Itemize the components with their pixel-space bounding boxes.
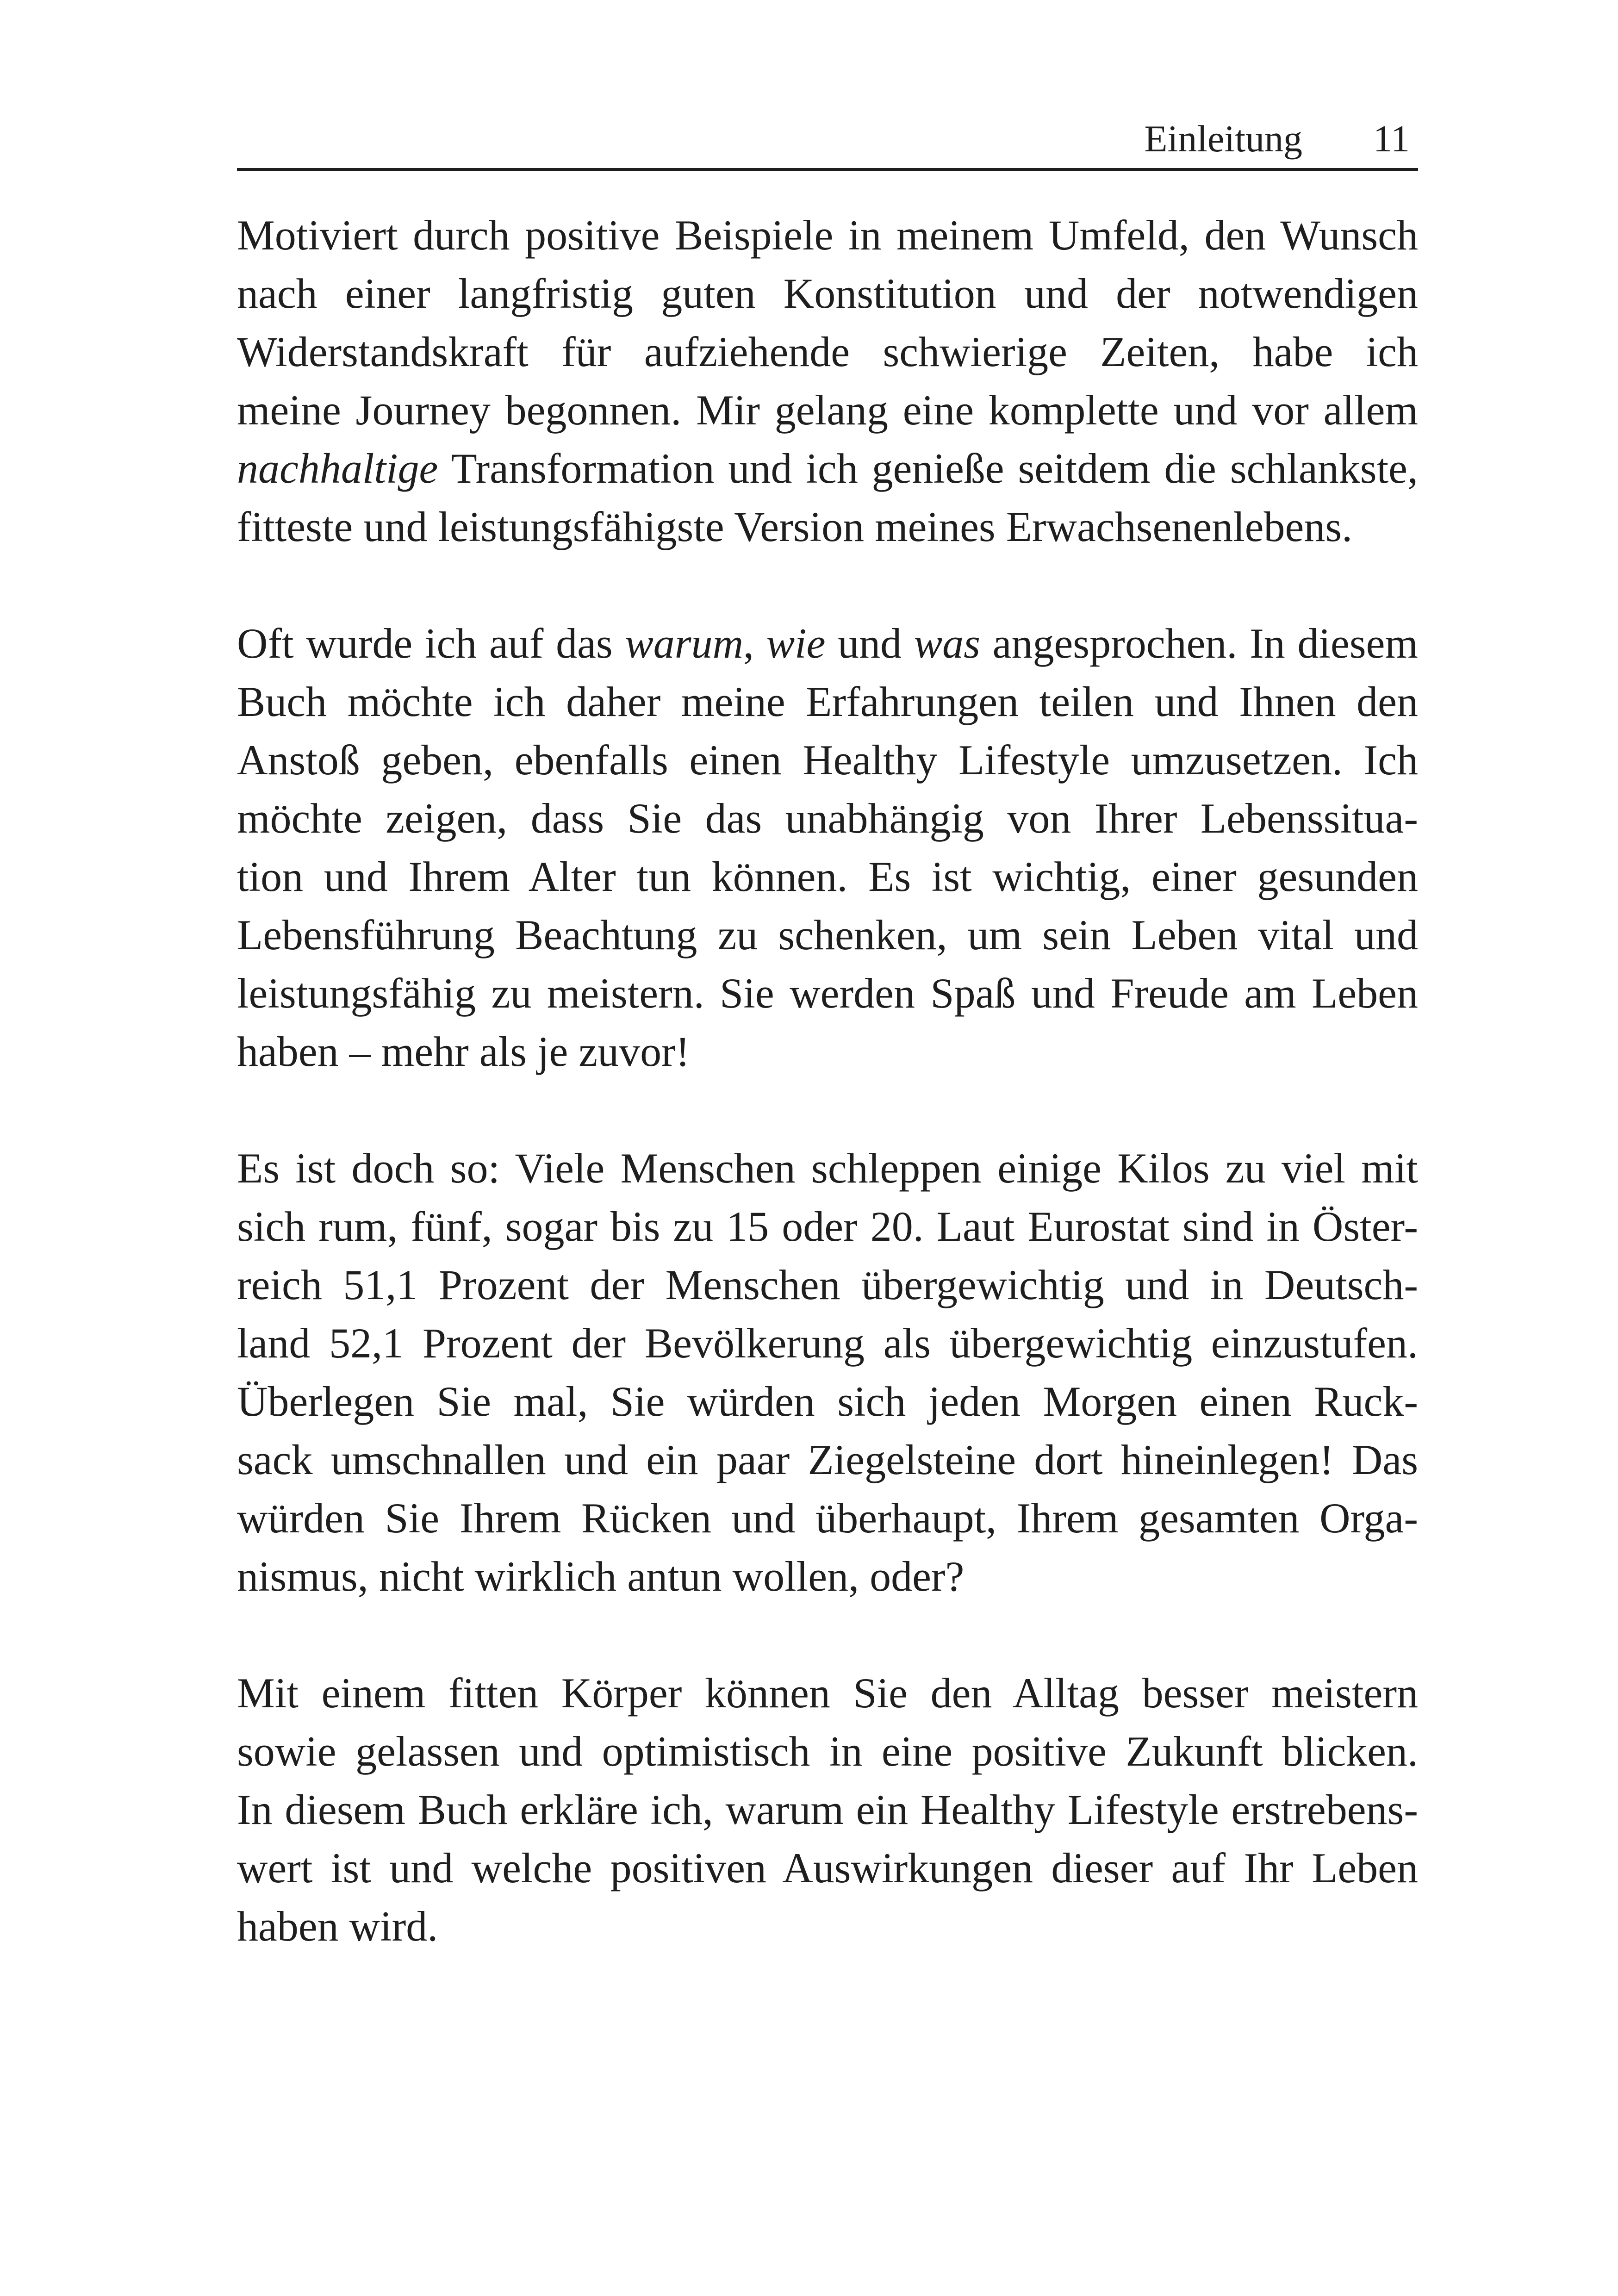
paragraph xyxy=(237,1664,1418,1955)
running-head: Einleitung xyxy=(1144,118,1302,160)
text-run: sich rum, fünf, sogar bis zu 15 oder 20. Laut Eurostat sind in Öster- xyxy=(237,1203,1418,1250)
text-run: angesprochen. In diesem xyxy=(980,620,1418,667)
text-line xyxy=(237,731,1418,789)
text-line xyxy=(237,1489,1418,1547)
text-run: Es ist doch so: Viele Menschen schleppen einige Kilos zu viel mit xyxy=(237,1145,1418,1192)
emphasis: was xyxy=(914,620,980,667)
text-line xyxy=(237,964,1418,1022)
text-run: land 52,1 Prozent der Bevölkerung als übergewichtig einzustufen. xyxy=(237,1319,1418,1367)
paragraph xyxy=(237,1139,1418,1605)
text-line xyxy=(237,1139,1418,1197)
text-run: Buch möchte ich daher meine Erfahrungen teilen und Ihnen den xyxy=(237,678,1418,725)
text-line xyxy=(237,323,1418,381)
text-line xyxy=(237,206,1418,264)
text-line xyxy=(237,847,1418,906)
emphasis: warum xyxy=(625,620,744,667)
text-line xyxy=(237,1839,1418,1897)
text-run: Mit einem fitten Körper können Sie den Alltag besser meistern xyxy=(237,1669,1418,1717)
text-line xyxy=(237,906,1418,964)
body-text xyxy=(237,206,1418,1955)
text-run: nismus, nicht wirklich antun wollen, oder? xyxy=(237,1553,965,1600)
paragraph-gap xyxy=(237,1081,1418,1139)
text-run: Anstoß geben, ebenfalls einen Healthy Lifestyle umzusetzen. Ich xyxy=(237,736,1418,784)
page-number: 11 xyxy=(1373,118,1410,160)
text-run: reich 51,1 Prozent der Menschen übergewichtig und in Deutsch- xyxy=(237,1261,1418,1308)
text-run: Überlegen Sie mal, Sie würden sich jeden Morgen einen Ruck- xyxy=(237,1378,1418,1425)
text-run: wert ist und welche positiven Auswirkungen dieser auf Ihr Leben xyxy=(237,1844,1418,1892)
text-run: nach einer langfristig guten Konstitution und der notwendigen xyxy=(237,270,1418,317)
text-line xyxy=(237,789,1418,847)
text-line xyxy=(237,1780,1418,1839)
text-run: und xyxy=(825,620,914,667)
text-run: Transformation und ich genieße seitdem die schlankste, xyxy=(438,445,1418,492)
text-run: würden Sie Ihrem Rücken und überhaupt, Ihrem gesamten Orga- xyxy=(237,1494,1418,1542)
text-run: Oft wurde ich auf das xyxy=(237,620,625,667)
text-line xyxy=(237,1314,1418,1372)
text-run: , xyxy=(743,620,766,667)
text-run: sack umschnallen und ein paar Ziegelsteine dort hineinlegen! Das xyxy=(237,1436,1418,1483)
text-run: möchte zeigen, dass Sie das unabhängig von Ihrer Lebenssitua- xyxy=(237,795,1418,842)
text-line xyxy=(237,1197,1418,1256)
emphasis: nachhaltige xyxy=(237,445,438,492)
text-run: In diesem Buch erkläre ich, warum ein Healthy Lifestyle erstrebens- xyxy=(237,1786,1418,1833)
text-line xyxy=(237,1547,1418,1605)
paragraph-gap xyxy=(237,556,1418,614)
text-line xyxy=(237,614,1418,672)
paragraph xyxy=(237,206,1418,556)
text-line xyxy=(237,672,1418,731)
text-line xyxy=(237,498,1418,556)
text-run: meine Journey begonnen. Mir gelang eine komplette und vor allem xyxy=(237,386,1418,434)
text-line xyxy=(237,1722,1418,1780)
text-run: haben – mehr als je zuvor! xyxy=(237,1028,690,1075)
text-line xyxy=(237,439,1418,498)
text-run: tion und Ihrem Alter tun können. Es ist wichtig, einer gesunden xyxy=(237,853,1418,900)
text-run: Widerstandskraft für aufziehende schwierige Zeiten, habe ich xyxy=(237,328,1418,375)
text-line xyxy=(237,1372,1418,1431)
text-line xyxy=(237,1022,1418,1081)
text-run: leistungsfähig zu meistern. Sie werden Spaß und Freude am Leben xyxy=(237,970,1418,1017)
text-line xyxy=(237,1431,1418,1489)
text-line xyxy=(237,1897,1418,1955)
text-line xyxy=(237,264,1418,323)
page-header xyxy=(237,93,1418,171)
text-run: fitteste und leistungsfähigste Version meines Erwachsenenlebens. xyxy=(237,503,1353,550)
paragraph xyxy=(237,614,1418,1081)
paragraph-gap xyxy=(237,1605,1418,1664)
text-run: Lebensführung Beachtung zu schenken, um sein Leben vital und xyxy=(237,911,1418,958)
text-line xyxy=(237,1256,1418,1314)
text-run: sowie gelassen und optimistisch in eine positive Zukunft blicken. xyxy=(237,1728,1418,1775)
text-line xyxy=(237,381,1418,439)
text-run: Motiviert durch positive Beispiele in meinem Umfeld, den Wunsch xyxy=(237,212,1418,259)
text-run: haben wird. xyxy=(237,1903,438,1950)
emphasis: wie xyxy=(766,620,826,667)
text-line xyxy=(237,1664,1418,1722)
